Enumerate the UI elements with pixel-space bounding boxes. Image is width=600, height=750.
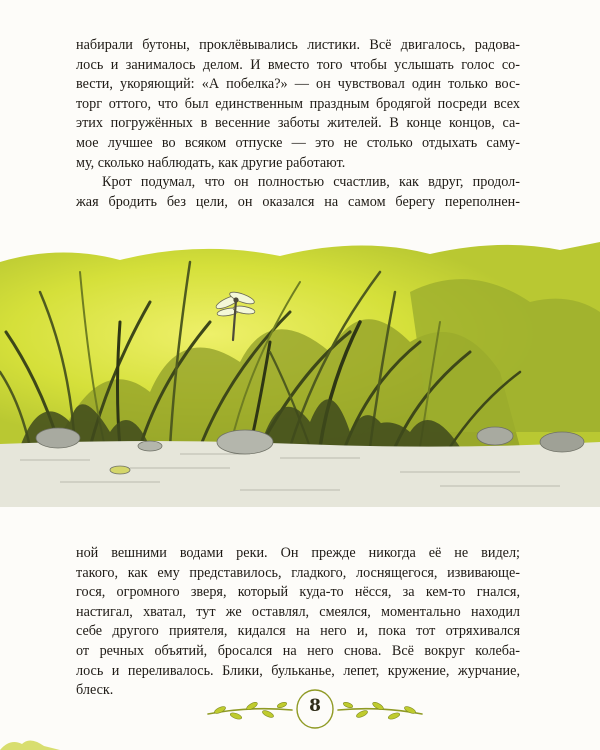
corner-grass-decoration (0, 732, 70, 750)
riverbank-illustration (0, 232, 600, 507)
page-number: 8 (309, 696, 321, 716)
text-line: набирали бутоны, проклёвывались листики. Всё двигалось, радова- (76, 37, 520, 53)
text-line: мое лучшее во всяком отпуске — это не столько отдыхать саму- (76, 134, 520, 151)
main-text-bottom (76, 544, 520, 701)
text-line: лось и переливалось. Блики, бульканье, лепет, кружение, журчание, (76, 662, 520, 679)
text-line: торг оттого, что был единственным праздным бродягой посреди всех (76, 95, 520, 112)
text-line: му, сколько наблюдать, как другие работают. (76, 154, 346, 171)
main-text-top (76, 36, 520, 212)
text-line: такого, как ему представилось, гладкого, лоснящегося, извивающе- (76, 564, 520, 581)
text-line: ной вешними водами реки. Он прежде никогда её не видел; (76, 545, 520, 561)
text-line: гося, огромного зверя, который куда-то нёсся, за кем-то гнался, (76, 584, 520, 601)
text-line: настигал, хватал, тут же оставлял, смеялся, моментально находил (76, 603, 520, 620)
text-line: вести, укоряющий: «А побелка?» — он чувствовал один только вос- (76, 76, 520, 93)
text-line: блеск. (76, 682, 114, 699)
text-line: лось и занималось делом. И вместо того чтобы услышать голос со- (76, 56, 520, 73)
text-line: жая бродить без цели, он оказался на самом берегу переполнен- (76, 193, 520, 210)
text-line: этих погружённых в весенние заботы жителей. В конце концов, са- (76, 115, 520, 132)
river-water (0, 441, 600, 507)
text-line: от речных объятий, бросался на него снова. Всё вокруг колеба- (76, 642, 520, 659)
text-line: себе другого приятеля, кидался на него и, пока тот отряхивался (76, 623, 520, 640)
illustration-back-bush (410, 279, 600, 432)
text-line: Крот подумал, что он полностью счастлив, как вдруг, продол- (102, 174, 520, 191)
